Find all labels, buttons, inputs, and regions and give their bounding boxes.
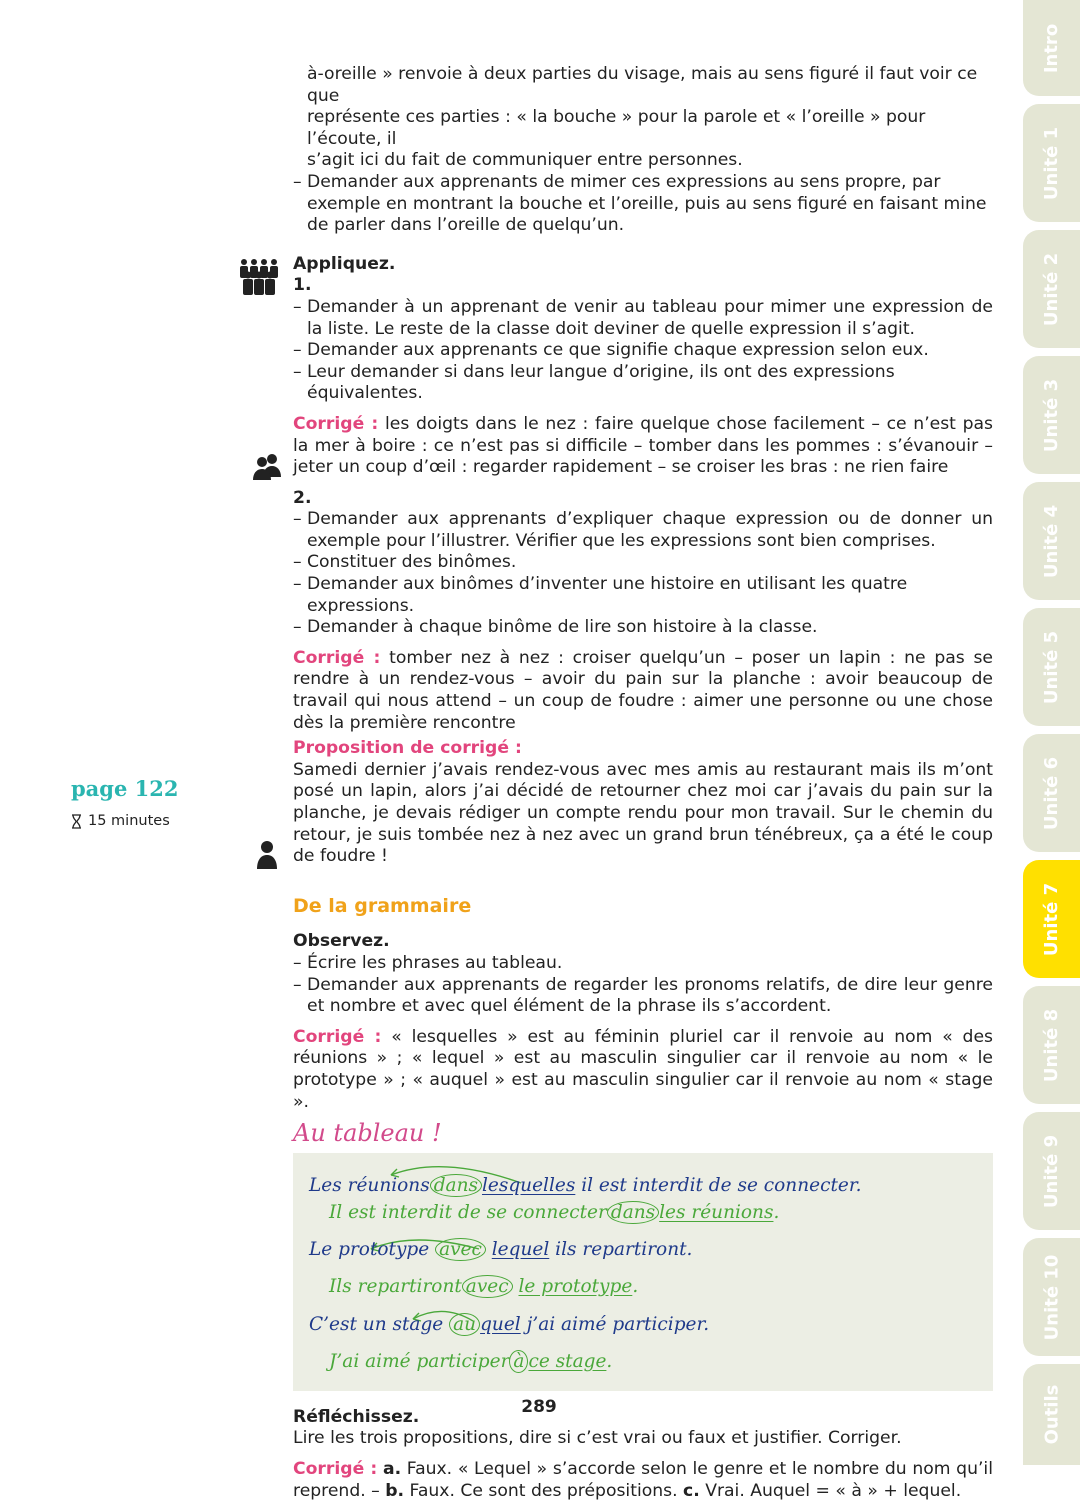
tab-unite-4[interactable]: Unité 4 (1023, 482, 1080, 600)
au-tableau-title: Au tableau ! (293, 1119, 442, 1148)
exercise-1-item: – Demander aux apprenants ce que signifie chaque expression selon eux. (293, 340, 993, 362)
tab-outils[interactable]: Outils (1023, 1364, 1080, 1465)
page-number: 289 (521, 1397, 557, 1417)
board-line: Il est interdit de se connecter dans les réunions. (329, 1201, 780, 1223)
reflechissez-title: Réfléchissez. (293, 1406, 420, 1427)
tab-unite-6[interactable]: Unité 6 (1023, 734, 1080, 852)
intro-dash-item: – Demander aux apprenants de mimer ces expressions au sens propre, par exemple en montrant la bouche et l’oreille, puis au sens figuré en faisant mine de parler dans l’oreille de quelqu’un. (293, 172, 993, 237)
observez-title: Observez. (293, 931, 390, 952)
group-class-icon (236, 258, 284, 298)
corrige-text: tomber nez à nez : croiser quelqu’un – poser un lapin : ne pas se rendre à un rendez-vous – avoir du pain sur la planche : avoir beaucoup de travail qui nous attend – un coup de foudre : aimer une personne ou une chose dès la première rencontre (293, 647, 993, 733)
tab-unite-10[interactable]: Unité 10 (1023, 1238, 1080, 1356)
tab-unite-8[interactable]: Unité 8 (1023, 986, 1080, 1104)
exercise-1-item: – Demander à un apprenant de venir au tableau pour mimer une expression de la liste. Le reste de la classe doit deviner de quelle expression il s’agit. (293, 297, 993, 340)
tab-unite-1[interactable]: Unité 1 (1023, 104, 1080, 222)
pair-work-icon (252, 453, 284, 481)
proposition-text: Samedi dernier j’avais rendez-vous avec mes amis au restaurant mais ils m’ont posé un lapin, alors j’ai décidé de retourner chez moi car j’avais du pain sur la planche, je devais rédiger un compte rendu pour mon travail. Sur le chemin du retour, je suis tombée nez à nez avec un grand brun ténébreux, ça a été le coup de foudre ! (293, 759, 993, 867)
corrige-label: Corrigé : (293, 647, 381, 668)
section-title: De la grammaire (293, 894, 472, 917)
tab-unite-9[interactable]: Unité 9 (1023, 1112, 1080, 1230)
main-content (293, 64, 993, 1502)
corrige-label: Corrigé : (293, 1026, 382, 1047)
individual-icon (256, 840, 278, 870)
tab-unite-2[interactable]: Unité 2 (1023, 230, 1080, 348)
unit-tabs (1023, 0, 1080, 1465)
reflechissez-corrige: Corrigé : a. Faux. « Lequel » s’accorde selon le genre et le nombre du nom qu’il reprend. – b. Faux. Ce sont des prépositions. c. Vrai. Auquel = « à » + lequel. (293, 1458, 993, 1501)
corrige-label: Corrigé : (293, 413, 379, 434)
board-line: Le prototype avec lequel ils repartiront. (309, 1238, 693, 1260)
grammaire-item: – Écrire les phrases au tableau. (293, 953, 993, 975)
tab-intro[interactable]: Intro (1023, 0, 1080, 96)
proposition-label: Proposition de corrigé : (293, 738, 522, 759)
grammaire-corrige (293, 1027, 993, 1113)
exercise-2-corrige (293, 648, 993, 734)
corrige-label: Corrigé : (293, 1458, 378, 1479)
board-line: J’ai aimé participer à ce stage. (329, 1350, 613, 1372)
duration (71, 813, 170, 829)
page-reference: page 122 (71, 776, 179, 801)
board-line: Les réunions dans lesquelles il est interdit de se connecter. (309, 1174, 862, 1196)
exercise-1-corrige (293, 414, 993, 479)
exercise-2-item: – Constituer des binômes. (293, 552, 993, 574)
intro-line: s’agit ici du fait de communiquer entre personnes. (307, 150, 743, 171)
board-line: Ils repartiront avec le prototype. (329, 1275, 639, 1297)
tab-unite-5[interactable]: Unité 5 (1023, 608, 1080, 726)
blackboard-box (293, 1153, 993, 1391)
corrige-text: « lesquelles » est au féminin pluriel car il renvoie au nom « des réunions » ; « lequel » est au masculin singulier car il renvoie au nom « le prototype » ; « auquel » est au masculin singulier car il renvoie au nom « stage ». (293, 1026, 993, 1112)
duration-label: 15 minutes (88, 813, 170, 829)
intro-line: représente ces parties : « la bouche » pour la parole et « l’oreille » pour l’écoute, il (307, 107, 926, 149)
board-line: C’est un stage au quel j’ai aimé participer. (309, 1313, 710, 1335)
intro-line: à-oreille » renvoie à deux parties du visage, mais au sens figuré il faut voir ce que (307, 64, 978, 106)
reflechissez-text: Lire les trois propositions, dire si c’est vrai ou faux et justifier. Corriger. (293, 1428, 902, 1449)
tab-unite-7[interactable]: Unité 7 (1023, 860, 1080, 978)
exercise-2-item: – Demander aux apprenants d’expliquer chaque expression ou de donner un exemple pour l’illustrer. Vérifier que les expressions sont bien comprises. (293, 509, 993, 552)
tab-unite-3[interactable]: Unité 3 (1023, 356, 1080, 474)
exercise-2-item: – Demander à chaque binôme de lire son histoire à la classe. (293, 617, 993, 639)
grammaire-item: – Demander aux apprenants de regarder les pronoms relatifs, de dire leur genre et nombre et avec quel élément de la phrase ils s’accordent. (293, 975, 993, 1018)
hourglass-icon (71, 814, 82, 829)
exercise-2-number: 2. (293, 487, 312, 508)
exercise-2-item: – Demander aux binômes d’inventer une histoire en utilisant les quatre expressions. (293, 574, 993, 617)
exercise-1-number: 1. (293, 275, 312, 296)
corrige-text: les doigts dans le nez : faire quelque chose facilement – ce n’est pas la mer à boire : ce n’est pas si difficile – tomber dans les pommes : s’évanouir – jeter un coup d’œil : regarder rapidement – se croiser les bras : ne rien faire (293, 413, 993, 478)
exercise-1-item: – Leur demander si dans leur langue d’origine, ils ont des expressions équivalentes. (293, 362, 993, 405)
appliquez-title: Appliquez. (293, 253, 396, 274)
